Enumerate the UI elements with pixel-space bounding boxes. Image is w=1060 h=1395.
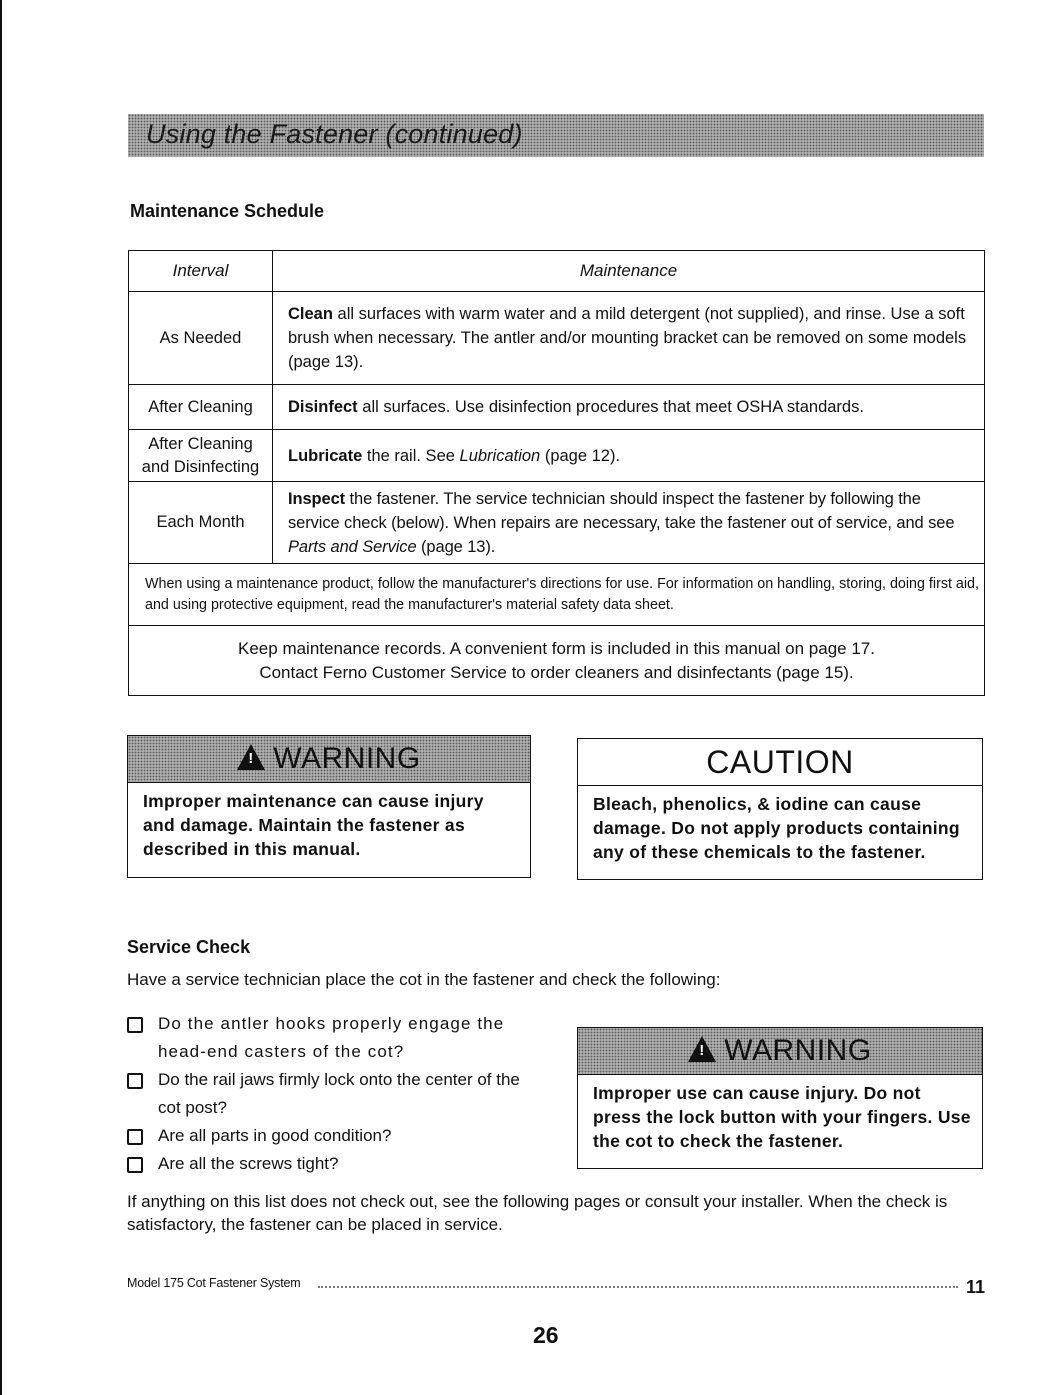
table-row	[129, 292, 985, 385]
checklist-item	[127, 1122, 537, 1150]
service-check-heading: Service Check	[127, 937, 251, 957]
checkbox-icon[interactable]	[127, 1157, 143, 1173]
records-line: Keep maintenance records. A convenient form is included in this manual on page 17.	[238, 638, 875, 658]
checklist-item	[127, 1150, 537, 1178]
checkbox-icon[interactable]	[127, 1017, 143, 1033]
parts-service-reference: Parts and Service	[288, 537, 417, 556]
footer-leader-dots	[318, 1286, 958, 1288]
service-check-intro: Have a service technician place the cot in the fastener and check the following:	[127, 970, 721, 989]
table-row	[129, 385, 985, 430]
section-title: Using the Fastener (continued)	[146, 119, 523, 149]
maintenance-schedule-table	[128, 250, 985, 696]
interval-cell: After Cleaning	[129, 385, 273, 430]
page-number: 26	[533, 1322, 559, 1348]
action-text: (page 13).	[416, 537, 496, 556]
warning-header	[128, 736, 530, 783]
warning-triangle-icon: !	[688, 1036, 716, 1062]
interval-cell: As Needed	[129, 292, 273, 385]
checklist-text: Are all the screws tight?	[158, 1154, 339, 1173]
warning-label: WARNING	[724, 1034, 872, 1067]
records-note	[129, 626, 985, 696]
action-label: Clean	[288, 305, 333, 323]
caution-text: Bleach, phenolics, & iodine can cause damage. Do not apply products containing any of these chemicals to the fastener.	[593, 794, 960, 862]
page-edge-line	[0, 0, 2, 1395]
table-row	[129, 430, 985, 482]
header-interval: Interval	[129, 251, 273, 292]
interval-cell	[129, 430, 273, 482]
action-text: the rail. See	[362, 446, 460, 465]
warning-box-maintenance	[127, 735, 531, 878]
table-row	[129, 482, 985, 564]
maintenance-schedule-heading: Maintenance Schedule	[130, 201, 325, 221]
action-text: all surfaces. Use disinfection procedures that meet OSHA standards.	[357, 398, 864, 416]
action-label: Disinfect	[288, 398, 358, 416]
checklist-text: Do the rail jaws firmly lock onto the center of the cot post?	[158, 1070, 520, 1117]
header-maintenance: Maintenance	[273, 251, 985, 292]
footer-document-name: Model 175 Cot Fastener System	[127, 1276, 301, 1290]
action-text: all surfaces with warm water and a mild detergent (not supplied), and rinse. Use a soft brush when necessary. The antler and/or mounting bracket can be removed on some models (page 13).	[288, 305, 967, 371]
service-check-followup: If anything on this list does not check out, see the following pages or consult your installer. When the check is satisfactory, the fastener can be placed in service.	[127, 1192, 948, 1234]
caution-header	[578, 739, 982, 786]
warning-header	[578, 1028, 982, 1075]
warning-text: Improper maintenance can cause injury and damage. Maintain the fastener as described in this manual.	[143, 791, 484, 859]
interval-line: and Disinfecting	[141, 457, 260, 476]
interval-cell: Each Month	[129, 482, 273, 564]
table-row-records	[129, 626, 985, 696]
caution-label: CAUTION	[706, 743, 854, 780]
maintenance-cell	[273, 385, 985, 430]
maintenance-product-note: When using a maintenance product, follow the manufacturer's directions for use. For information on handling, storing, doing first aid, and using protective equipment, read the manufacturer's material safety data sheet.	[129, 564, 985, 626]
table-header-row	[129, 251, 985, 292]
caution-box	[577, 738, 983, 880]
action-label: Inspect	[288, 489, 346, 508]
checklist-text: Are all parts in good condition?	[158, 1126, 392, 1145]
checklist-item	[127, 1066, 537, 1122]
maintenance-cell	[273, 482, 985, 564]
warning-triangle-icon: !	[237, 744, 265, 770]
table-row-note	[129, 564, 985, 626]
action-text: the fastener. The service technician should inspect the fastener by following the service check (below). When repairs are necessary, take the fastener out of service, and see	[288, 489, 955, 532]
contact-line: Contact Ferno Customer Service to order cleaners and disinfectants (page 15).	[259, 662, 854, 682]
maintenance-cell	[273, 292, 985, 385]
checklist-text: Do the antler hooks properly engage the head-end casters of the cot?	[158, 1014, 505, 1061]
interval-line: After Cleaning	[148, 434, 253, 453]
service-checklist	[127, 1010, 537, 1178]
checklist-item	[127, 1010, 537, 1066]
checkbox-icon[interactable]	[127, 1129, 143, 1145]
action-text: (page 12).	[540, 446, 621, 465]
warning-box-use	[577, 1027, 983, 1169]
footer-document-page: 11	[966, 1277, 986, 1297]
checkbox-icon[interactable]	[127, 1073, 143, 1089]
maintenance-cell	[273, 430, 985, 482]
action-label: Lubricate	[288, 446, 363, 465]
lubrication-reference: Lubrication	[459, 446, 541, 465]
warning-label: WARNING	[273, 742, 421, 775]
warning-text: Improper use can cause injury. Do not press the lock button with your fingers. Use the cot to check the fastener.	[593, 1083, 971, 1151]
section-header-bar	[128, 114, 984, 157]
